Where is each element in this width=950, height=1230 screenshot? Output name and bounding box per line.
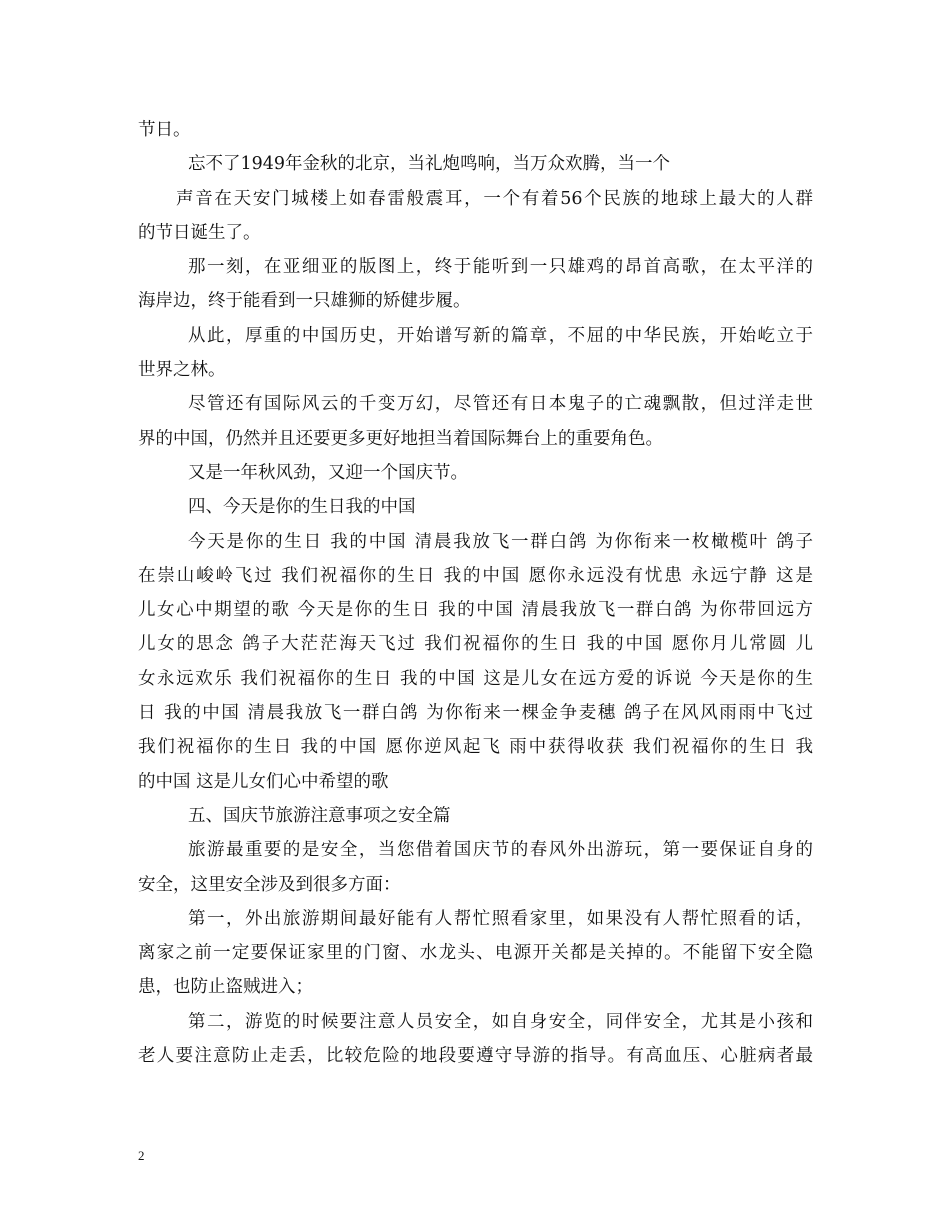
paragraph (138, 113, 813, 147)
text-line: 海岸边，终于能看到一只雄狮的矫健步履。 (138, 291, 471, 312)
text-line: 在崇山峻岭飞过 我们祝福你的生日 我的中国 愿你永远没有忧患 永远宁静 这是 (138, 565, 813, 586)
text-line: 患，也防止盗贼进入； (138, 977, 313, 998)
text-line: 声音在天安门城楼上如春雷般震耳，一个有着56个民族的地球上最大的人群 (176, 188, 813, 209)
text-line: 今天是你的生日 我的中国 清晨我放飞一群白鸽 为你衔来一枚橄榄叶 鸽子 (188, 531, 813, 552)
paragraph (138, 147, 813, 181)
paragraph (138, 387, 813, 456)
paragraph (138, 250, 813, 319)
paragraph (138, 456, 813, 490)
text-line: 四、今天是你的生日我的中国 (188, 497, 416, 518)
text-line: 尽管还有国际风云的千变万幻，尽管还有日本鬼子的亡魂飘散，但过洋走世 (188, 394, 813, 415)
text-line: 世界之林。 (138, 360, 226, 381)
paragraph (138, 319, 813, 388)
text-line: 又是一年秋风劲，又迎一个国庆节。 (188, 462, 468, 483)
text-line: 儿女的思念 鸽子大茫茫海天飞过 我们祝福你的生日 我的中国 愿你月儿常圆 儿 (138, 634, 813, 655)
paragraph (138, 902, 813, 1005)
paragraph (138, 833, 813, 902)
text-line: 忘不了1949年金秋的北京，当礼炮鸣响，当万众欢腾，当一个 (188, 154, 671, 175)
text-line: 离家之前一定要保证家里的门窗、水龙头、电源开关都是关掉的。不能留下安全隐 (138, 943, 813, 964)
text-line: 老人要注意防止走丢，比较危险的地段要遵守导游的指导。有高血压、心脏病者最 (138, 1046, 813, 1067)
text-line: 旅游最重要的是安全，当您借着国庆节的春风外出游玩，第一要保证自身的 (188, 840, 813, 861)
text-line: 节日。 (138, 120, 191, 140)
text-line: 第一，外出旅游期间最好能有人帮忙照看家里，如果没有人帮忙照看的话， (188, 908, 813, 929)
text-line: 女永远欢乐 我们祝福你的生日 我的中国 这是儿女在远方爱的诉说 今天是你的生 (138, 668, 813, 689)
page-number: 2 (138, 1148, 145, 1163)
paragraph (138, 182, 813, 251)
text-line: 安全，这里安全涉及到很多方面： (138, 874, 401, 895)
text-line: 的中国 这是儿女们心中希望的歌 (138, 771, 389, 792)
paragraph (138, 525, 813, 799)
text-line: 第二，游览的时候要注意人员安全，如自身安全，同伴安全，尤其是小孩和 (188, 1011, 813, 1032)
section-heading (138, 490, 813, 524)
text-line: 界的中国，仍然并且还要更多更好地担当着国际舞台上的重要角色。 (138, 428, 663, 449)
section-heading (138, 799, 813, 833)
text-line: 儿女心中期望的歌 今天是你的生日 我的中国 清晨我放飞一群白鸽 为你带回远方 (138, 600, 813, 621)
document-body (138, 113, 813, 1073)
text-line: 从此，厚重的中国历史，开始谱写新的篇章，不屈的中华民族，开始屹立于 (188, 325, 813, 346)
paragraph (138, 1005, 813, 1074)
text-line: 日 我的中国 清晨我放飞一群白鸽 为你衔来一棵金争麦穗 鸽子在风风雨雨中飞过 (138, 703, 813, 724)
text-line: 我们祝福你的生日 我的中国 愿你逆风起飞 雨中获得收获 我们祝福你的生日 我 (138, 737, 813, 758)
text-line: 那一刻，在亚细亚的版图上，终于能听到一只雄鸡的昂首高歌，在太平洋的 (188, 257, 813, 278)
text-line: 五、国庆节旅游注意事项之安全篇 (188, 805, 451, 826)
text-line: 的节日诞生了。 (138, 222, 261, 243)
